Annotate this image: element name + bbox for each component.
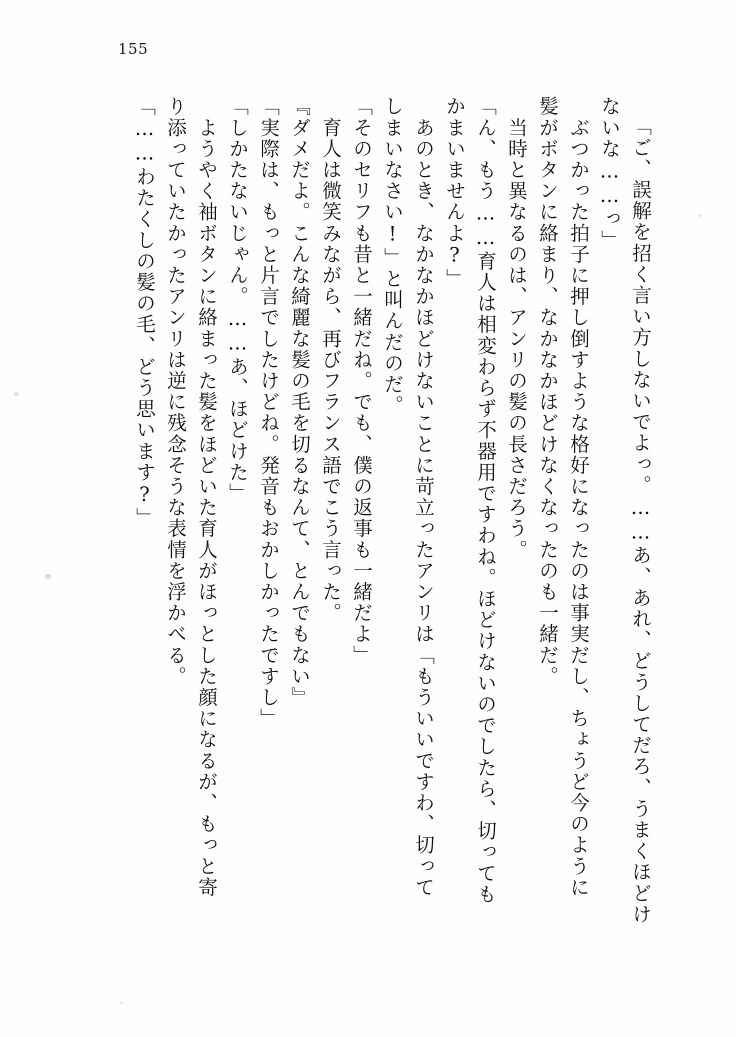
text-line: り添っていたかったアンリは逆に残念そうな表情を浮かべる。: [164, 96, 187, 687]
paper-speck: [14, 392, 19, 396]
text-line: 「……わたくしの髪の毛、どう思います?」: [133, 96, 156, 529]
vertical-text-block: [123, 96, 652, 925]
text-line: 髪がボタンに絡まり、なかなかほどけなくなったのも一緒だ。: [536, 96, 559, 687]
text-line: 「しかたないじゃん。……あ、ほどけた」: [226, 96, 249, 504]
text-line: 育人は微笑みながら、再びフランス語でこう言った。: [319, 96, 342, 624]
paper-speck: [120, 1002, 123, 1004]
text-line: 「ご、誤解を招く言い方しないでよっ。……あ、あれ、どうしてだろ、うまくほどけ: [629, 116, 652, 925]
paper-speck: [699, 214, 702, 217]
text-line: 「ん、もう……育人は相変わらず不器用ですわね。ほどけないのでしたら、切っても: [474, 96, 497, 905]
page-number: 155: [118, 40, 149, 58]
paper-speck: [45, 574, 51, 579]
text-line: あのとき、なかなかほどけないことに苛立ったアンリは「もういいですわ、切って: [412, 96, 435, 898]
text-line: 「実際は、もっと片言でしたけどね。発音もおかしかったですし」: [257, 96, 280, 729]
text-line: しまいなさい!」と叫んだのだ。: [381, 96, 404, 416]
text-line: ないな……っ」: [598, 96, 621, 251]
text-line: ようやく袖ボタンに絡まった髪をほどいた育人がほっとした顔になるが、もっと寄: [195, 96, 218, 898]
text-line: かまいませんよ?」: [443, 96, 466, 290]
text-line: 『ダメだよ。こんな綺麗な髪の毛を切るなんて、とんでもない』: [288, 96, 311, 708]
text-line: ぶつかった拍子に押し倒すような格好になったのは事実だし、ちょうど今のように: [567, 96, 590, 898]
text-line: 当時と異なるのは、アンリの髪の長さだろう。: [505, 96, 528, 561]
text-line: 「そのセリフも昔と一緒だね。でも、僕の返事も一緒だよ」: [350, 96, 373, 666]
